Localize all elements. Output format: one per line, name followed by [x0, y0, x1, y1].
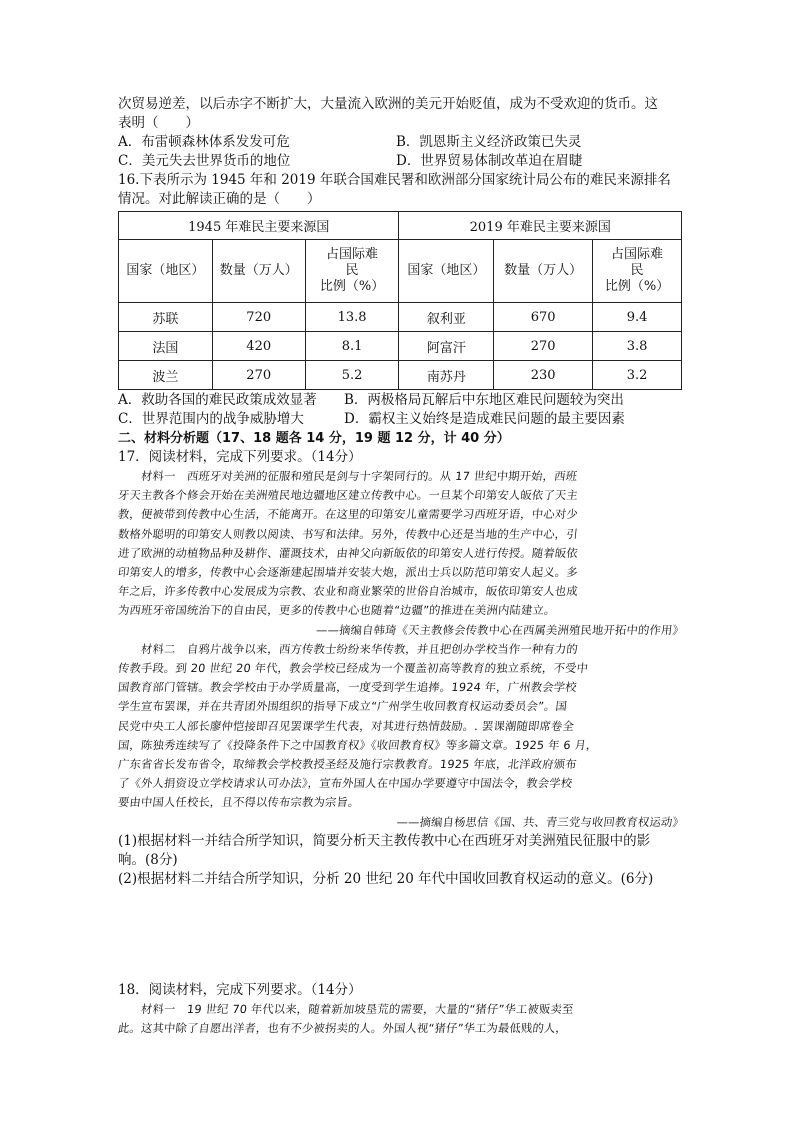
q17-question-2: (2)根据材料二并结合所学知识，分析 20 世纪 20 年代中国收回教育权运动的意义。(6分) — [118, 870, 654, 887]
q17-material-line: 数格外聪明的印第安人则教以阅读、书写和法律。另外，传教中心还是当地的生产中心，引 — [117, 527, 579, 541]
col-ratio-line1: 占国际难 — [611, 247, 664, 262]
col-ratio-line1: 占国际难 — [326, 247, 379, 262]
q16-option-b: B．两极格局瓦解后中东地区难民问题较为突出 — [344, 392, 624, 408]
col-country-1945: 国家（地区） — [119, 240, 213, 303]
table-cell: 法国 — [119, 332, 213, 361]
table-cell: 9.4 — [593, 303, 682, 332]
table-row — [119, 303, 682, 332]
col-country-2019: 国家（地区） — [399, 240, 494, 303]
q17-source-1: ——摘编自韩琦《天主教修会传教中心在西属美洲殖民地开拓中的作用》 — [315, 623, 685, 637]
q17-material-line: 国教育部门管辖。教会学校由于办学质量高，一度受到学生追捧。1924 年，广州教会学校 — [117, 681, 578, 695]
q17-material-line: 要由中国人任校长，且不得以传布宗教为宗旨。 — [117, 796, 361, 810]
q15-options-row2 — [118, 152, 684, 171]
table-cell: 叙利亚 — [399, 303, 494, 332]
section-heading: 二、材料分析题（17、18 题各 14 分，19 题 12 分，计 40 分） — [118, 431, 510, 446]
col-ratio-1945 — [305, 240, 399, 303]
q17-material-line: 年之后，许多传教中心发展成为宗教、农业和商业繁荣的世俗自治城市，皈依印第安人也成 — [117, 585, 579, 599]
q17-material-line: 为西班牙帝国统治下的自由民，更多的传教中心也随着“边疆”的推进在美洲内陆建立。 — [117, 604, 557, 618]
q16-stem-line2: 情况。对此解读正确的是（ ） — [118, 191, 321, 207]
q17-material-line: 牙天主教各个修会开始在美洲殖民地边疆地区建立传教中心。一旦某个印第安人皈依了天主 — [117, 489, 579, 503]
table-cell: 270 — [494, 332, 593, 361]
q15-stem-line1: 次贸易逆差，以后赤字不断扩大，大量流入欧洲的美元开始贬值，成为不受欢迎的货币。这 — [118, 96, 658, 112]
q17-source-2: ——摘编自杨思信《国、共、青三党与收回教育权运动》 — [395, 815, 685, 829]
refugee-table — [118, 211, 682, 390]
table-cell: 苏联 — [119, 303, 213, 332]
group-2019: 2019 年难民主要来源国 — [399, 212, 682, 240]
col-ratio-line2: 民 — [345, 263, 359, 278]
q18-material-line: 此。这其中除了自愿出洋者，也有不少被拐卖的人。外国人视“猪仔”华工为最低贱的人， — [117, 1022, 568, 1036]
table-cell: 270 — [212, 361, 305, 390]
page-content — [118, 95, 684, 1038]
table-cell: 230 — [494, 361, 593, 390]
q15-option-a: A．布雷顿森林体系发发可危 — [118, 134, 290, 150]
table-cell: 13.8 — [305, 303, 399, 332]
table-column-header — [119, 240, 682, 303]
q15-option-b: B．凯恩斯主义经济政策已失灵 — [396, 134, 582, 150]
table-cell: 8.1 — [305, 332, 399, 361]
q16-options-row2 — [118, 410, 684, 429]
q15-option-d: D．世界贸易体制改革迫在眉睫 — [396, 153, 583, 169]
q16-stem-line1: 16.下表所示为 1945 年和 2019 年联合国难民署和欧洲部分国家统计局公布的难民来源排名 — [118, 172, 671, 188]
col-ratio-line3: 比例（%） — [604, 279, 670, 294]
table-cell: 阿富汗 — [399, 332, 494, 361]
q17-material-line: 广东省省长发布省令，取缔教会学校教授圣经及施行宗教教育。1925 年底，北洋政府颁布 — [117, 758, 578, 772]
q16-option-a: A．救助各国的难民政策成效显著 — [118, 392, 317, 408]
q17-material-line: 教，便被带到传教中心生活，不能离开。在这里的印第安儿童需要学习西班牙语，中心对少 — [117, 508, 579, 522]
col-ratio-line3: 比例（%） — [319, 279, 385, 294]
q17-material-line: 国，陈独秀连续写了《投降条件下之中国教育权》《收回教育权》等多篇文章。1925 年 6 月， — [117, 738, 599, 752]
q15-stem-line2: 表明（ ） — [118, 115, 199, 131]
col-count-2019: 数量（万人） — [494, 240, 593, 303]
table-cell: 420 — [212, 332, 305, 361]
table-cell: 3.2 — [593, 361, 682, 390]
q17-material-line: 材料二 自鸦片战争以来，西方传教士纷纷来华传教，并且把创办学校当作一种有力的 — [117, 642, 579, 656]
q17-material-line: 印第安人的增多，传教中心会逐渐建起围墙并安装大炮，派出士兵以防范印第安人起义。多 — [117, 566, 579, 580]
q17-material-line: 民党中央工人部长廖仲恺接即召见罢课学生代表，对其进行热情鼓励。. 罢课潮随即席卷全 — [117, 719, 575, 733]
table-cell: 5.2 — [305, 361, 399, 390]
q17-material-line: 传教手段。到 20 世纪 20 年代，教会学校已经成为一个覆盖初高等教育的独立系统，不受中 — [117, 662, 589, 676]
q16-option-d: D．霸权主义始终是造成难民问题的最主要因素 — [344, 411, 625, 427]
q17-question-1-line2: 响。(8分) — [118, 851, 178, 868]
q17-material-line: 学生宣布罢课，并在共青团外围组织的指导下成立“广州学生收回教育权运动委员会”。国 — [117, 700, 568, 714]
q17-title: 17．阅读材料，完成下列要求。（14分） — [118, 449, 362, 465]
q17-material-line: 了《外人捐资设立学校请求认可办法》，宣布外国人在中国办学要遵守中国法令，教会学校 — [117, 777, 573, 791]
q17-material-line: 进了欧洲的动植物品种及耕作、灌溉技术，由神父向新皈依的印第安人进行传授。随着皈依 — [117, 546, 579, 560]
table-cell: 南苏丹 — [399, 361, 494, 390]
table-group-header — [119, 212, 682, 240]
q18-material-line: 材料一 19 世纪 70 年代以来，随着新加坡垦荒的需要，大量的“猪仔”华工被贩卖至 — [117, 1002, 575, 1016]
table-row — [119, 361, 682, 390]
table-cell: 波兰 — [119, 361, 213, 390]
q15-option-c: C．美元失去世界货币的地位 — [118, 153, 291, 169]
q17-material-line: 材料一 西班牙对美洲的征服和殖民是剑与十字架同行的。从 17 世纪中期开始，西班 — [117, 470, 578, 483]
group-1945: 1945 年难民主要来源国 — [119, 212, 399, 240]
q17-question-1-line1: (1)根据材料一并结合所学知识，简要分析天主教传教中心在西班牙对美洲殖民征服中的影 — [118, 832, 651, 849]
table-cell: 720 — [212, 303, 305, 332]
col-ratio-line2: 民 — [630, 263, 644, 278]
col-ratio-2019 — [593, 240, 682, 303]
q16-options-row1 — [118, 391, 684, 410]
q18-title: 18．阅读材料，完成下列要求。（14分） — [118, 981, 362, 998]
q16-option-c: C．世界范围内的战争威胁增大 — [118, 411, 304, 427]
col-count-1945: 数量（万人） — [212, 240, 305, 303]
table-cell: 3.8 — [593, 332, 682, 361]
q15-options-row1 — [118, 133, 684, 152]
table-cell: 670 — [494, 303, 593, 332]
answer-space — [118, 889, 684, 981]
table-row — [119, 332, 682, 361]
